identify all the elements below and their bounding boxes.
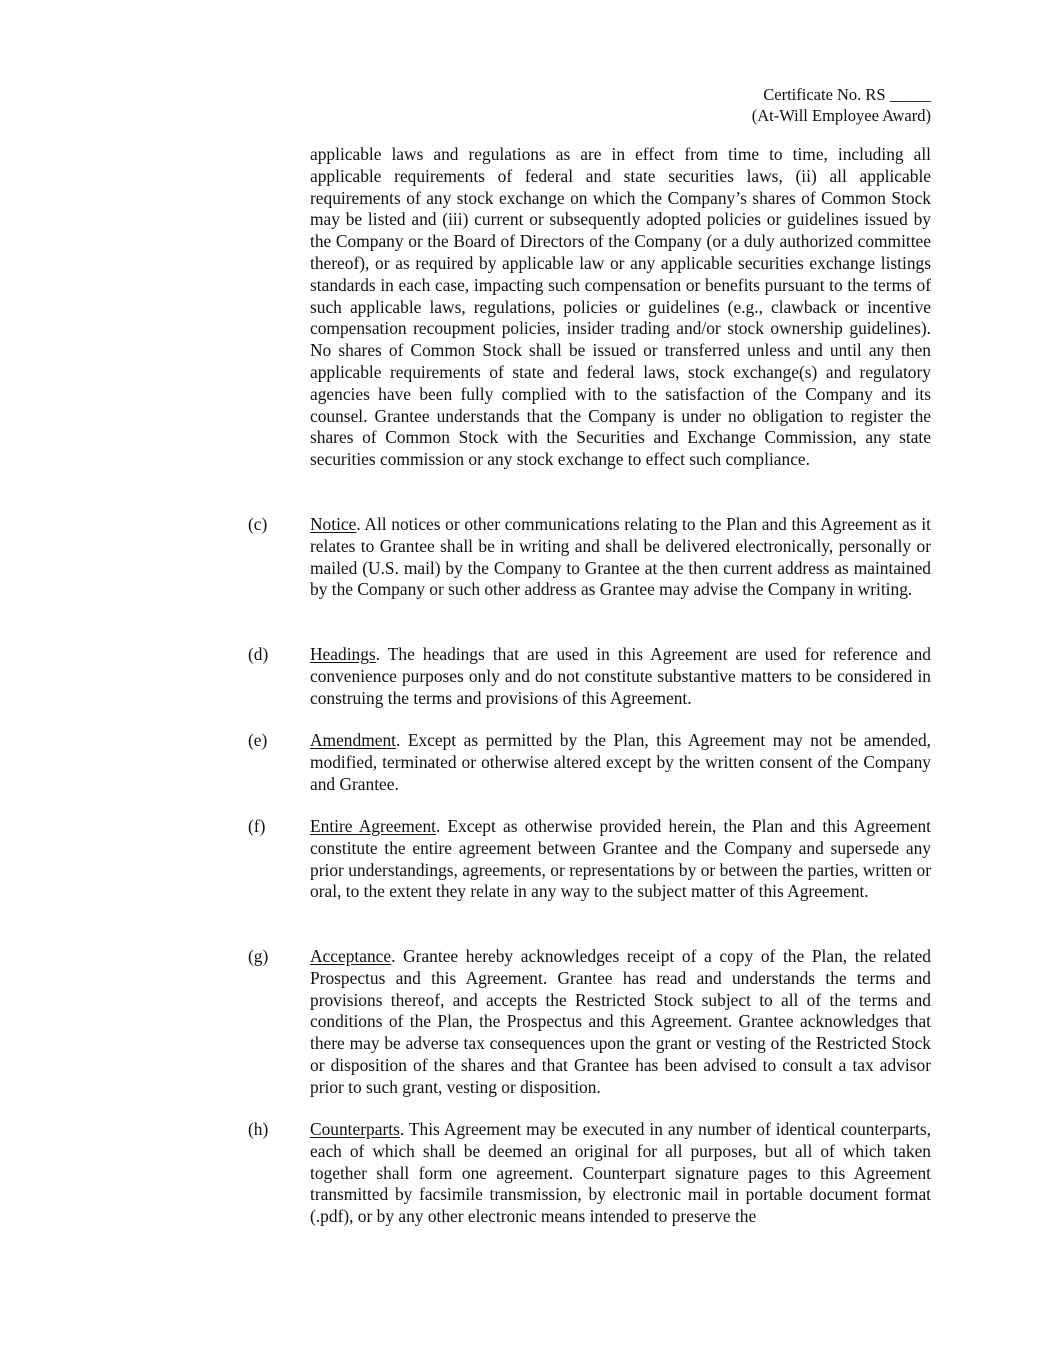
section-c xyxy=(248,514,931,601)
section-letter: (f) xyxy=(248,816,266,836)
section-heading: Amendment xyxy=(310,730,396,750)
section-f xyxy=(248,816,931,903)
section-d xyxy=(248,644,931,709)
section-heading: Notice xyxy=(310,514,357,534)
section-text xyxy=(310,514,931,601)
section-heading: Acceptance xyxy=(310,946,392,966)
section-body: . Except as otherwise provided herein, the Plan and this Agreement constitute the entire agreement between Grantee and the Company and supersede any prior understandings, agreements, or representations by or between the parties, written or oral, to the extent they relate in any way to the subject matter of this Agreement. xyxy=(310,816,932,902)
section-letter: (d) xyxy=(248,644,269,664)
section-text xyxy=(310,730,931,795)
section-text xyxy=(310,816,931,903)
section-heading: Counterparts xyxy=(310,1119,400,1139)
section-h xyxy=(248,1119,931,1228)
certificate-number: Certificate No. RS _____ xyxy=(763,85,931,104)
intro-paragraph: applicable laws and regulations as are in effect from time to time, including all applicable requirements of federal and state securities laws, (ii) all applicable requirements of any stock exchange on which the Company’s shares of Common Stock may be listed and (iii) current or subsequently adopted policies or guidelines issued by the Company or the Board of Directors of the Company (or a duly authorized committee thereof), or as required by applicable law or any applicable securities exchange listings standards in each case, impacting such compensation or benefits pursuant to the terms of such applicable laws, regulations, policies or guidelines (e.g., clawback or incentive compensation recoupment policies, insider trading and/or stock ownership guidelines). No shares of Common Stock shall be issued or transferred unless and until any then applicable requirements of state and federal laws, stock exchange(s) and regulatory agencies have been fully complied with to the satisfaction of the Company and its counsel. Grantee understands that the Company is under no obligation to register the shares of Common Stock with the Securities and Exchange Commission, any state securities commission or any stock exchange to effect such compliance. xyxy=(310,144,931,470)
section-g xyxy=(248,946,931,1099)
section-body: . The headings that are used in this Agreement are used for reference and convenience purposes only and do not constitute substantive matters to be considered in construing the terms and provisions of this Agreement. xyxy=(310,644,931,708)
award-type: (At-Will Employee Award) xyxy=(751,106,931,125)
section-text xyxy=(310,946,931,1099)
section-text xyxy=(310,1119,931,1228)
section-letter: (h) xyxy=(248,1119,269,1139)
section-body: . This Agreement may be executed in any number of identical counterparts, each of which shall be deemed an original for all purposes, but all of which taken together shall form one agreement. Counterpart signature pages to this Agreement transmitted by facsimile transmission, by electronic mail in portable document format (.pdf), or by any other electronic means intended to preserve the xyxy=(310,1119,931,1227)
section-body: . All notices or other communications relating to the Plan and this Agreement as it relates to Grantee shall be in writing and shall be delivered electronically, personally or mailed (U.S. mail) by the Company to Grantee at the then current address as maintained by the Company or such other address as Grantee may advise the Company in writing. xyxy=(310,514,931,600)
section-letter: (c) xyxy=(248,514,268,534)
section-heading: Entire Agreement xyxy=(310,816,436,836)
section-letter: (e) xyxy=(248,730,268,750)
section-body: . Grantee hereby acknowledges receipt of a copy of the Plan, the related Prospectus and this Agreement. Grantee has read and understands the terms and provisions thereof, and accepts the Restricted Stock subject to all of the terms and conditions of the Plan, the Prospectus and this Agreement. Grantee acknowledges that there may be adverse tax consequences upon the grant or vesting of the Restricted Stock or disposition of the shares and that Grantee has been advised to consult a tax advisor prior to such grant, vesting or disposition. xyxy=(310,946,931,1097)
section-e xyxy=(248,730,931,795)
section-heading: Headings xyxy=(310,644,376,664)
page-header xyxy=(752,84,931,126)
section-letter: (g) xyxy=(248,946,269,966)
section-body: . Except as permitted by the Plan, this Agreement may not be amended, modified, terminated or otherwise altered except by the written consent of the Company and Grantee. xyxy=(310,730,931,794)
section-text xyxy=(310,644,931,709)
